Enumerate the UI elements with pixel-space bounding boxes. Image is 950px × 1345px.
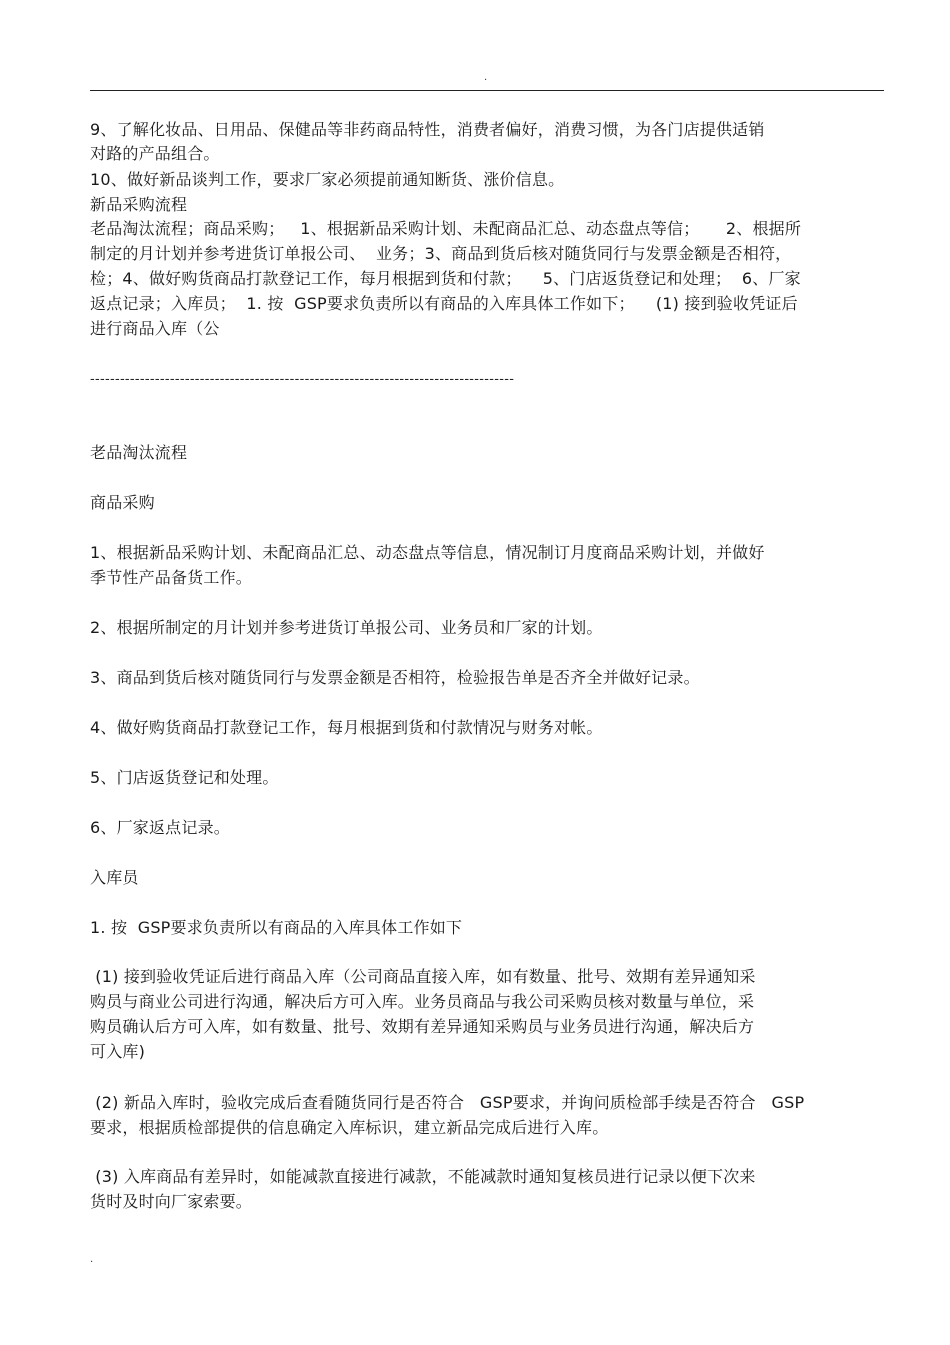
summary-line: 检；4、做好购货商品打款登记工作，每月根据到货和付款； 5、门店返货登记和处理； 6、厂家 (90, 269, 801, 288)
rule-paragraph-line: (1) 接到验收凭证后进行商品入库（公司商品直接入库，如有数量、批号、效期有差异通知采 (90, 967, 756, 986)
summary-line: 10、做好新品谈判工作，要求厂家必须提前通知断货、涨价信息。 (90, 170, 565, 189)
section-title: 商品采购 (90, 493, 155, 512)
list-item: 1、根据新品采购计划、未配商品汇总、动态盘点等信息，情况制订月度商品采购计划，并做好 (90, 543, 765, 562)
rule-paragraph-line: 可入库) (90, 1042, 146, 1061)
summary-line: 9、了解化妆品、日用品、保健品等非药商品特性，消费者偏好，消费习惯，为各门店提供适销 (90, 120, 765, 139)
section-title: 入库员 (90, 868, 139, 887)
rule-paragraph-line: 购员与商业公司进行沟通，解决后方可入库。业务员商品与我公司采购员核对数量与单位，采 (90, 992, 755, 1011)
summary-line: 进行商品入库（公 (90, 319, 220, 338)
rule-paragraph-line: (3) 入库商品有差异时，如能减款直接进行减款，不能减款时通知复核员进行记录以便下次来 (90, 1167, 756, 1186)
list-item: 季节性产品备货工作。 (90, 568, 253, 587)
header-rule (90, 90, 884, 91)
section-title: 老品淘汰流程 (90, 443, 188, 462)
summary-line: 老品淘汰流程；商品采购； 1、根据新品采购计划、未配商品汇总、动态盘点等信； 2、根据所 (90, 219, 802, 238)
summary-line: 返点记录；入库员； 1. 按 GSP要求负责所以有商品的入库具体工作如下； (1) 接到验收凭证后 (90, 294, 798, 313)
summary-line: 新品采购流程 (90, 195, 188, 214)
dashed-separator: ------------------------------------------------------------------------------------- (90, 372, 515, 387)
rule-paragraph-line: (2) 新品入库时，验收完成后查看随货同行是否符合 GSP要求，并询问质检部手续是否符合 GSP (90, 1093, 805, 1112)
rule-paragraph-line: 要求，根据质检部提供的信息确定入库标识，建立新品完成后进行入库。 (90, 1118, 609, 1137)
list-item: 3、商品到货后核对随货同行与发票金额是否相符，检验报告单是否齐全并做好记录。 (90, 668, 700, 687)
summary-line: 制定的月计划并参考进货订单报公司、 业务；3、商品到货后核对随货同行与发票金额是否相符， (90, 244, 792, 263)
rule-heading: 1. 按 GSP要求负责所以有商品的入库具体工作如下 (90, 918, 463, 937)
summary-line: 对路的产品组合。 (90, 144, 220, 163)
footer-mark: . (90, 1254, 94, 1265)
list-item: 2、根据所制定的月计划并参考进货订单报公司、业务员和厂家的计划。 (90, 618, 603, 637)
list-item: 6、厂家返点记录。 (90, 818, 230, 837)
rule-paragraph-line: 购员确认后方可入库，如有数量、批号、效期有差异通知采购员与业务员进行沟通，解决后方 (90, 1017, 755, 1036)
list-item: 5、门店返货登记和处理。 (90, 768, 279, 787)
list-item: 4、做好购货商品打款登记工作，每月根据到货和付款情况与财务对帐。 (90, 718, 603, 737)
rule-paragraph-line: 货时及时向厂家索要。 (90, 1192, 253, 1211)
header-mark: . (484, 72, 488, 83)
